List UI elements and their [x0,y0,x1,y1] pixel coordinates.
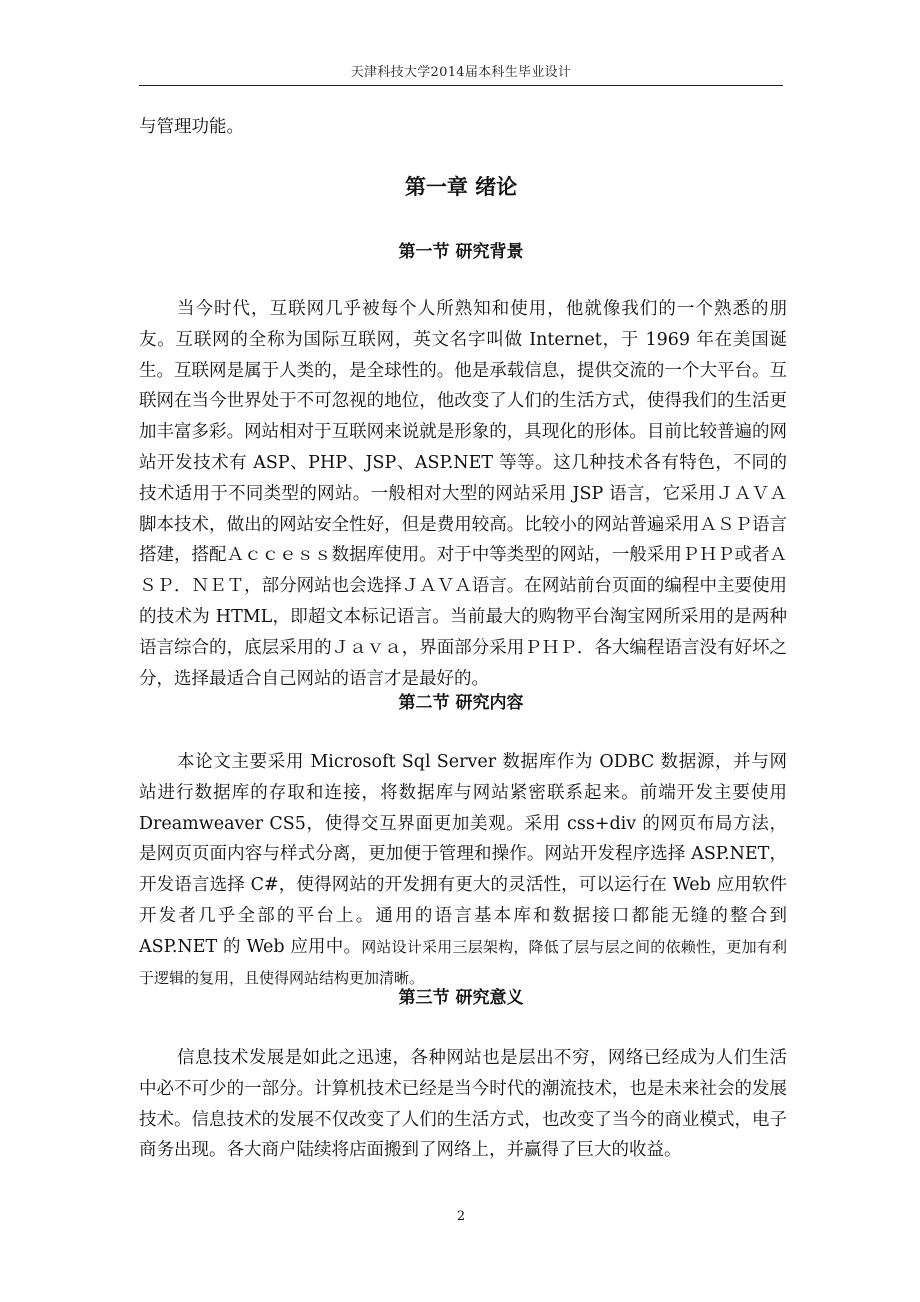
page-number: 2 [456,1209,466,1224]
running-header: 天津科技大学2014届本科生毕业设计 [350,65,572,80]
paragraph-content-main: 本论文主要采用 Microsoft Sql Server 数据库作为 ODBC 数据源，并与网站进行数据库的存取和连接，将数据库与网站紧密联系起来。前端开发主要使用 Dreamweaver CS5，使得交互界面更加美观。采用 css+div 的网页布局方法，是网页页面内容与样式分离，更加便于管理和操作。网站开发程序选择 ASP.NET，开发语言选择 C#，使得网站的开发拥有更大的灵活性，可以运行在 Web 应用软件开发者几乎全部的平台上。通用的语言基本库和数据接口都能无缝的整合到 ASP.NET 的 Web 应用中。 [139,752,787,957]
paragraph-content [139,747,787,993]
continuation-line: 与管理功能。 [139,117,244,137]
paragraph-content-small: 网站设计采用三层架构，降低了层与层之间的依赖性，更加有利于逻辑的复用，且使得网站结构更加清晰。 [139,937,787,987]
section-title-background: 第一节 研究背景 [398,242,524,262]
paragraph-significance: 信息技术发展是如此之迅速，各种网站也是层出不穷，网络已经成为人们生活中必不可少的一部分。计算机技术已经是当今时代的潮流技术，也是未来社会的发展技术。信息技术的发展不仅改变了人们的生活方式，也改变了当今的商业模式，电子商务出现。各大商户陆续将店面搬到了网络上，并赢得了巨大的收益。 [139,1048,787,1161]
section-title-content: 第二节 研究内容 [398,693,524,713]
header-divider [139,85,783,86]
section-title-significance: 第三节 研究意义 [398,988,524,1008]
paragraph-background: 当今时代，互联网几乎被每个人所熟知和使用，他就像我们的一个熟悉的朋友。互联网的全称为国际互联网，英文名字叫做 Internet，于 1969 年在美国诞生。互联网是属于人类的，是全球性的。他是承载信息，提供交流的一个大平台。互联网在当今世界处于不可忽视的地位，他改变了人们的生活方式，使得我们的生活更加丰富多彩。网站相对于互联网来说就是形象的，具现化的形体。目前比较普遍的网站开发技术有 ASP、PHP、JSP、ASP.NET 等等。这几种技术各有特色，不同的技术适用于不同类型的网站。一般相对大型的网站采用 JSP 语言，它采用ＪＡＶＡ脚本技术，做出的网站安全性好，但是费用较高。比较小的网站普遍采用ＡＳＰ语言搭建，搭配Ａｃｃｅｓｓ数据库使用。对于中等类型的网站，一般采用ＰＨＰ或者ＡＳＰ．ＮＥＴ，部分网站也会选择ＪＡＶＡ语言。在网站前台页面的编程中主要使用的技术为 HTML，即超文本标记语言。当前最大的购物平台淘宝网所采用的是两种语言综合的，底层采用的Ｊａｖａ，界面部分采用ＰＨＰ．各大编程语言没有好坏之分，选择最适合自己网站的语言才是最好的。 [139,299,787,689]
chapter-title: 第一章 绪论 [404,175,518,199]
